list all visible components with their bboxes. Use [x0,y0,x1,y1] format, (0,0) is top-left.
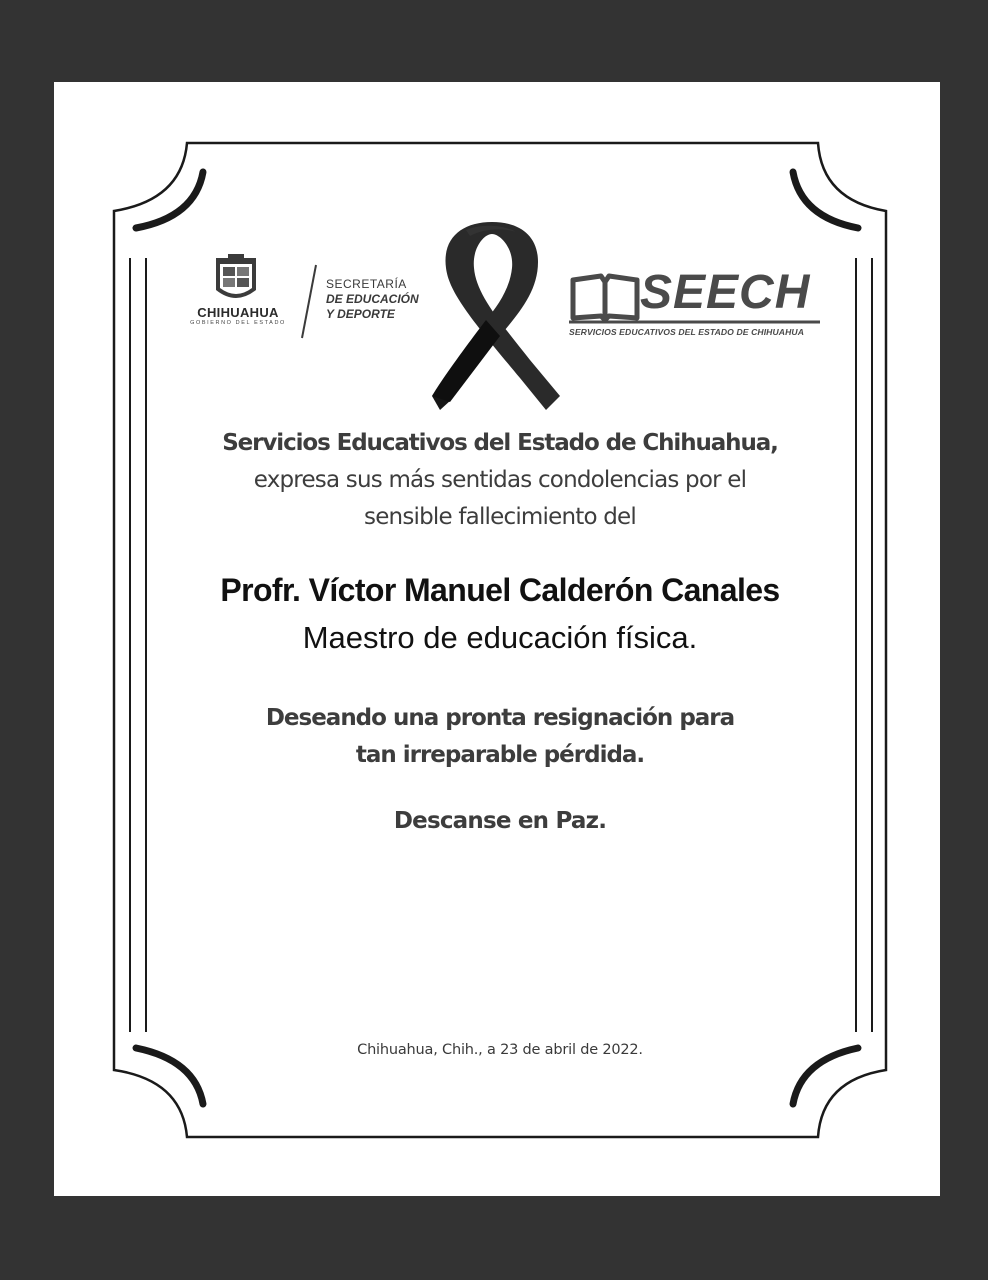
corner-swoosh-top-left [136,172,203,228]
chihuahua-gov-logo [186,303,290,326]
logo-divider [302,265,316,338]
corner-swoosh-top-right [793,172,858,228]
closing-line1: Deseando una pronta resignación para [265,705,735,731]
secretaria-line3: Y DEPORTE [326,307,395,321]
message-line2: expresa sus más sentidas condolencias por el [253,467,747,493]
seech-wordmark: SEECH [640,266,811,319]
seech-subtitle: SERVICIOS EDUCATIVOS DEL ESTADO DE CHIHUAHUA [569,327,805,337]
closing-line2: tan irreparable pérdida. [355,742,645,768]
rest-in-peace: Descanse en Paz. [393,808,607,834]
closing-wish [160,700,840,774]
gov-name: CHIHUAHUA [197,305,279,320]
condolence-message [160,425,840,536]
place-date: Chihuahua, Chih., a 23 de abril de 2022. [357,1042,643,1058]
open-book-icon [573,276,637,320]
message-line3: sensible fallecimiento del [364,504,636,530]
gov-subtitle: GOBIERNO DEL ESTADO [190,320,286,326]
chihuahua-shield-icon [216,254,256,298]
secretaria-line1: SECRETARÍA [326,277,407,291]
secretaria-line2: DE EDUCACIÓN [326,292,419,306]
mourning-ribbon-icon [432,222,560,410]
deceased-name: Profr. Víctor Manuel Calderón Canales [220,572,780,608]
deceased-role: Maestro de educación física. [302,620,698,655]
message-line1: Servicios Educativos del Estado de Chihuahua, [222,430,778,456]
secretaria-logo [326,277,446,322]
